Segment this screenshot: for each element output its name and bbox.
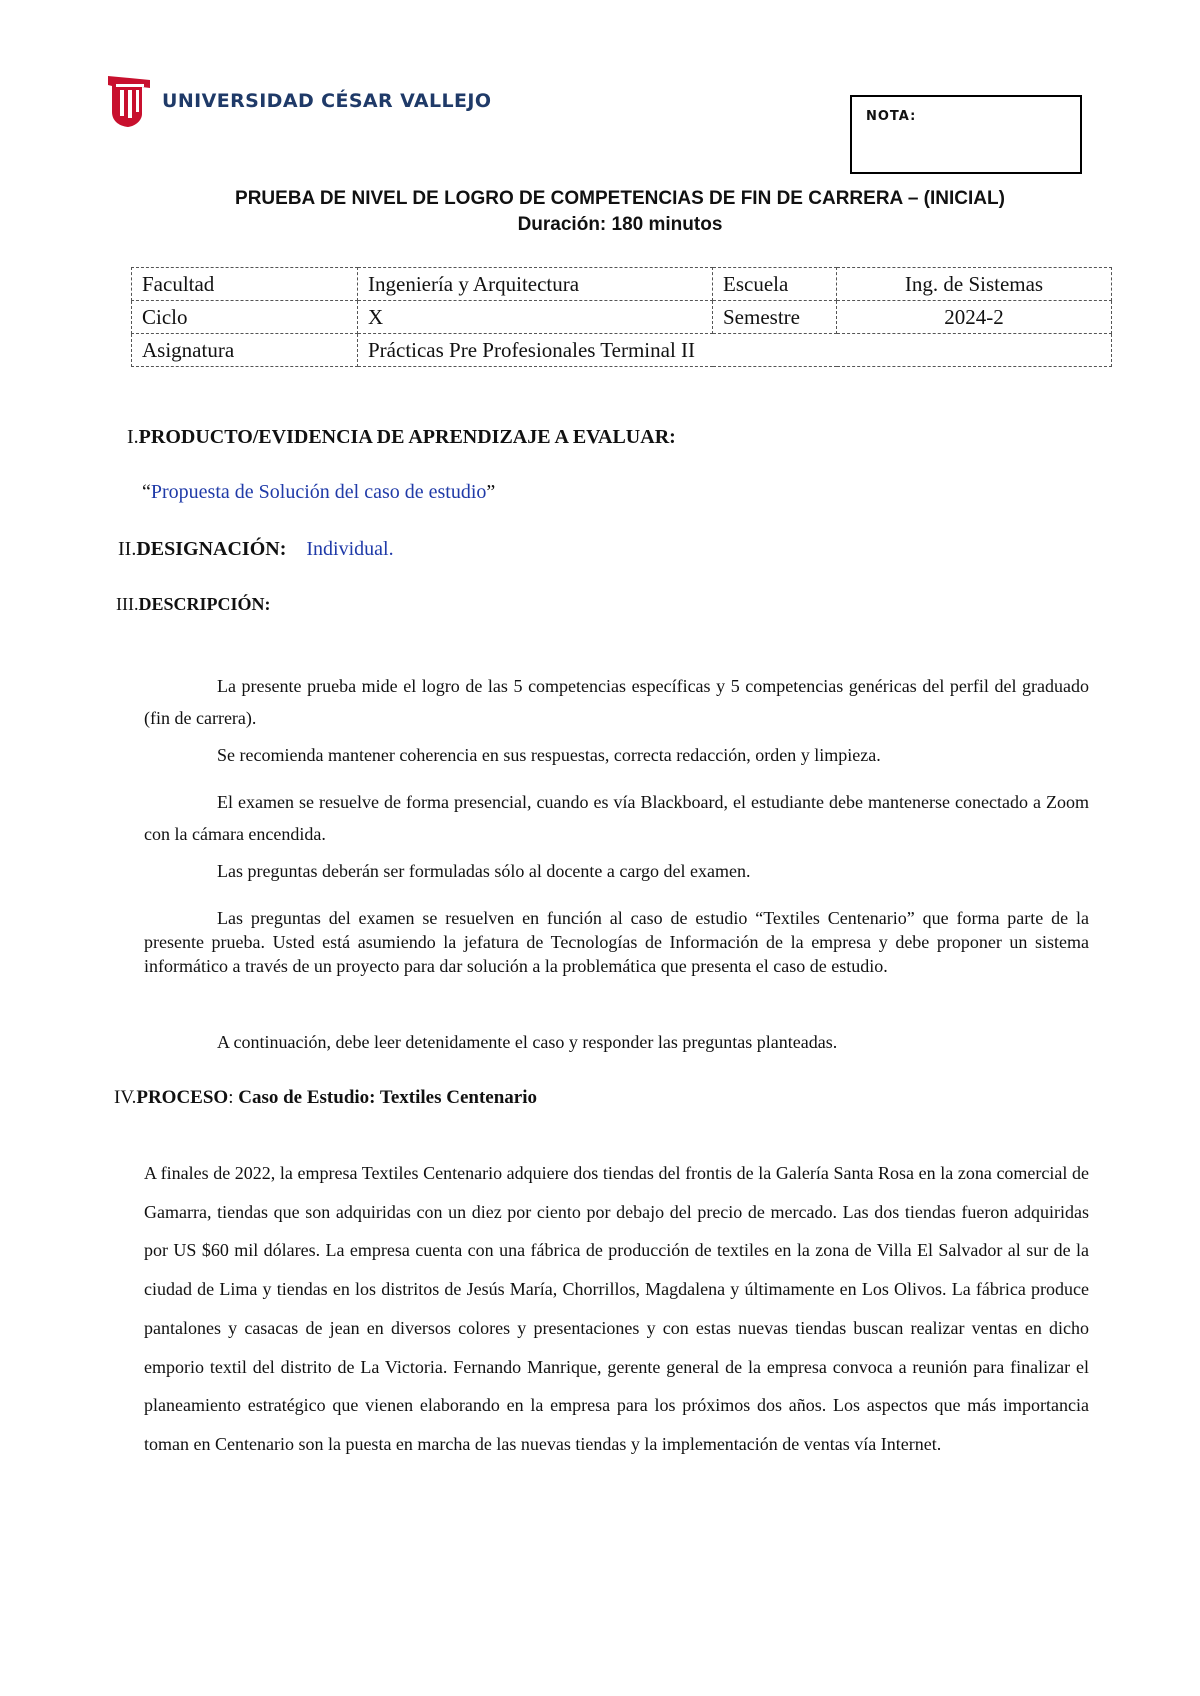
asignatura-label: Asignatura (132, 334, 358, 367)
quote-close: ” (486, 481, 496, 503)
section-number: I. (127, 426, 139, 448)
product-quote (142, 481, 495, 504)
course-info-table (131, 267, 1112, 367)
description-paragraph: Las preguntas del examen se resuelven en función al caso de estudio “Textiles Centenario” que forma parte de la presente prueba. Usted está asumiendo la jefatura de Tecnologías de Información de la empresa y debe proponer un sistema informático a través de un proyecto para dar solución a la problemática que presenta el caso de estudio. (144, 908, 1089, 976)
description-paragraph: A continuación, debe leer detenidamente el caso y responder las preguntas planteadas. (217, 1032, 838, 1052)
document-title: PRUEBA DE NIVEL DE LOGRO DE COMPETENCIAS DE FIN DE CARRERA – (INICIAL) (235, 188, 1005, 209)
designation-value: Individual. (306, 538, 394, 560)
ucv-shield-icon (106, 74, 152, 128)
escuela-label: Escuela (713, 268, 837, 301)
logo-wordmark: UNIVERSIDAD CÉSAR VALLEJO (162, 90, 492, 112)
ciclo-label: Ciclo (132, 301, 358, 334)
semestre-value: 2024-2 (837, 301, 1112, 334)
grade-label: NOTA: (866, 109, 917, 124)
section-4-heading (114, 1087, 537, 1109)
section-title: DESCRIPCIÓN: (138, 594, 271, 614)
description-paragraph: El examen se resuelve de forma presencial, cuando es vía Blackboard, el estudiante debe mantenerse conectado a Zoom con la cámara encendida. (144, 792, 1089, 844)
section-title: PRODUCTO/EVIDENCIA DE APRENDIZAJE A EVALUAR: (138, 426, 676, 448)
product-name: Propuesta de Solución del caso de estudio (150, 481, 487, 503)
table-row (132, 268, 1112, 301)
facultad-value: Ingeniería y Arquitectura (358, 268, 713, 301)
section-1-heading (127, 426, 676, 449)
table-row (132, 334, 1112, 367)
ciclo-value: X (358, 301, 713, 334)
grade-box[interactable] (850, 95, 1082, 174)
duration-line: Duración: 180 minutos (517, 214, 723, 235)
section-separator: : (228, 1087, 239, 1108)
case-title: Caso de Estudio: Textiles Centenario (238, 1087, 537, 1108)
description-paragraph: Se recomienda mantener coherencia en sus respuestas, correcta redacción, orden y limpieza. (217, 745, 881, 765)
quote-open: “ (142, 481, 151, 503)
semestre-label: Semestre (713, 301, 837, 334)
section-number: IV. (114, 1087, 137, 1108)
facultad-label: Facultad (132, 268, 358, 301)
case-study-body: A finales de 2022, la empresa Textiles Centenario adquiere dos tiendas del frontis de la Galería Santa Rosa en la zona comercial de Gamarra, tiendas que son adquiridas con un diez por ciento por debajo del precio de mercado. Las dos tiendas fueron adquiridas por US $60 mil dólares. La empresa cuenta con una fábrica de producción de textiles en la zona de Villa El Salvador al sur de la ciudad de Lima y tiendas en los distritos de Jesús María, Chorrillos, Magdalena y últimamente en Los Olivos. La fábrica produce pantalones y casacas de jean en diversos colores y presentaciones y con estas nuevas tiendas buscan realizar ventas en dicho emporio textil del distrito de La Victoria. Fernando Manrique, gerente general de la empresa convoca a reunión para finalizar el planeamiento estratégico que vienen elaborando en la empresa para los próximos dos años. Los aspectos que más importancia toman en Centenario son la puesta en marcha de las nuevas tiendas y la implementación de ventas vía Internet. (144, 1163, 1089, 1454)
section-number: III. (116, 594, 139, 614)
table-row (132, 301, 1112, 334)
section-title: PROCESO (136, 1087, 229, 1108)
section-2-heading (118, 538, 394, 561)
section-number: II. (118, 538, 137, 560)
section-title: DESIGNACIÓN: (136, 538, 287, 560)
escuela-value: Ing. de Sistemas (837, 268, 1112, 301)
description-paragraph: Las preguntas deberán ser formuladas sólo al docente a cargo del examen. (217, 861, 751, 881)
section-3-heading (116, 594, 271, 615)
university-logo (106, 74, 491, 128)
asignatura-value: Prácticas Pre Profesionales Terminal II (358, 334, 1112, 367)
description-paragraph: La presente prueba mide el logro de las 5 competencias específicas y 5 competencias genéricas del perfil del graduado (fin de carrera). (144, 676, 1089, 728)
